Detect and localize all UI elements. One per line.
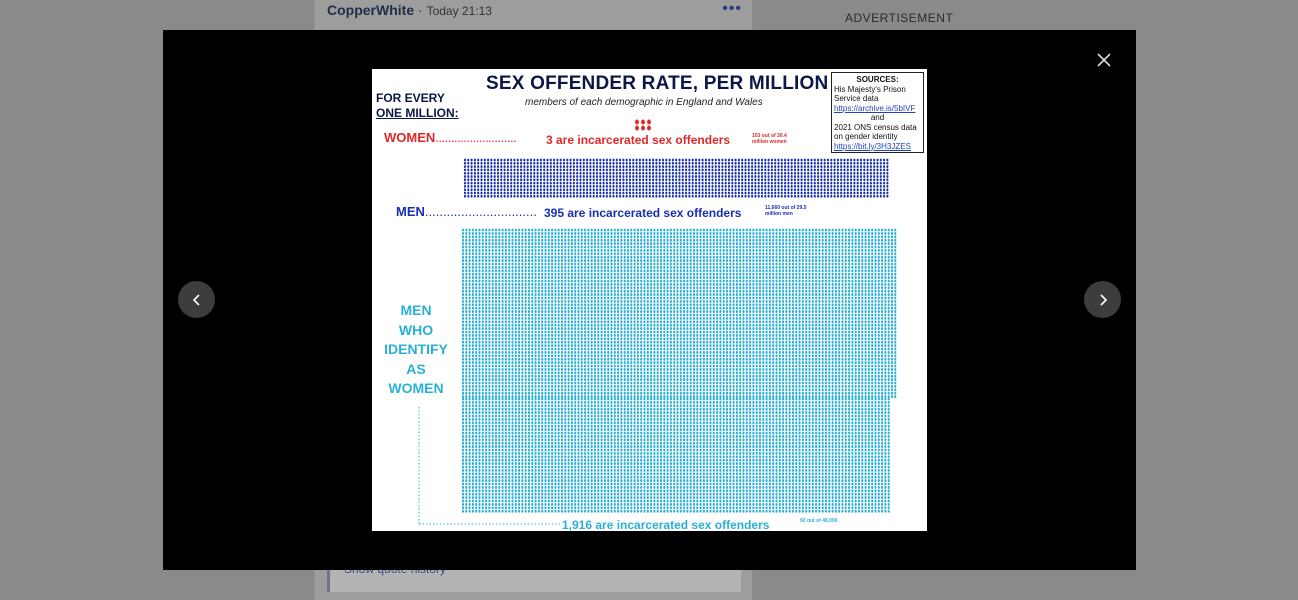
trans-label-line: WHO [398, 321, 434, 338]
women-count: 3 are incarcerated sex offenders [546, 133, 731, 147]
men-dots: ............................... [424, 204, 537, 219]
sources-heading: SOURCES: [856, 75, 899, 84]
for-every-label [376, 91, 459, 121]
women-label [384, 130, 516, 145]
men-label [396, 204, 537, 219]
sources-link2: https://bit.ly/3H3JZES [834, 141, 911, 151]
image-lightbox [163, 30, 1136, 570]
infographic-subtitle: members of each demographic in England and Wales [525, 97, 763, 108]
sources-line2: 2021 ONS census data on gender identity [834, 122, 917, 141]
infographic-title: SEX OFFENDER RATE, PER MILLION [486, 73, 829, 94]
trans-figures [462, 229, 896, 398]
trans-label [382, 301, 450, 399]
sources-link1: https://archive.is/5bIVF [834, 103, 916, 113]
previous-image-button[interactable] [178, 281, 215, 318]
trans-note: 92 out of 48,000 [800, 518, 838, 524]
trans-count: 1,916 are incarcerated sex offenders [562, 518, 770, 531]
women-dots: .......................... [435, 130, 517, 145]
trans-label-line: IDENTIFY [384, 341, 448, 357]
men-figures [464, 159, 889, 198]
women-note: 103 out of 30.4 million women [752, 133, 787, 145]
next-image-button[interactable] [1084, 281, 1121, 318]
sources-line1: His Majesty's Prison Service data [834, 84, 906, 103]
chevron-right-icon [1096, 293, 1110, 307]
infographic-image [372, 69, 927, 531]
women-figures [635, 119, 651, 130]
more-options-icon[interactable]: ••• [722, 0, 742, 17]
trans-figures-lower [462, 398, 890, 513]
men-note: 11,660 out of 29.5 million men [765, 205, 807, 217]
trans-label-line: MEN [400, 302, 432, 318]
for-every-line2: ONE MILLION: [376, 106, 459, 120]
men-label-text: MEN [396, 204, 425, 219]
chevron-left-icon [190, 293, 204, 307]
post-author[interactable]: CopperWhite [327, 2, 415, 18]
sources-and: and [870, 113, 885, 122]
women-label-text: WOMEN [384, 130, 436, 145]
post-separator: · [418, 2, 423, 18]
men-count: 395 are incarcerated sex offenders [544, 206, 742, 220]
post-header [327, 2, 492, 18]
sources-box [831, 72, 924, 153]
trans-label-line: AS [406, 360, 426, 377]
post-time: Today 21:13 [426, 4, 492, 18]
trans-label-line: WOMEN [388, 380, 444, 396]
advertisement-label: ADVERTISEMENT [845, 11, 954, 25]
for-every-line1: FOR EVERY [376, 91, 445, 105]
close-icon[interactable] [1092, 48, 1116, 72]
